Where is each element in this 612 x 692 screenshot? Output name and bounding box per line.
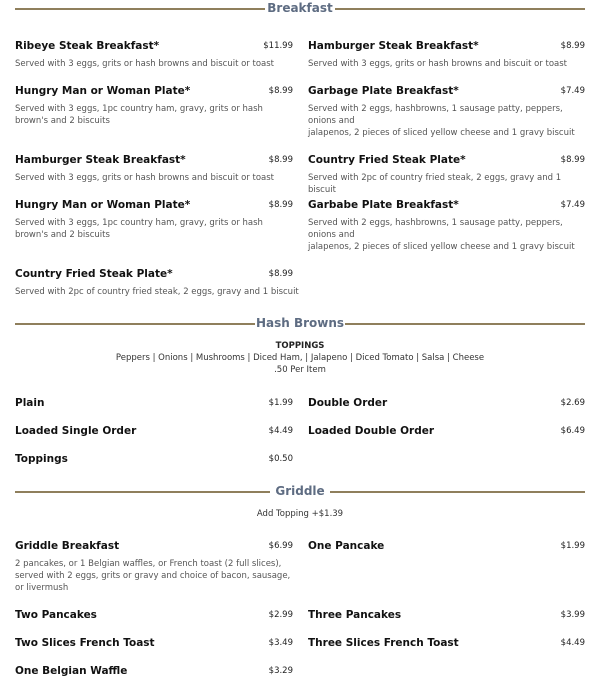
item-price: $1.99 <box>268 398 293 408</box>
toppings-list: Peppers | Onions | Mushrooms | Diced Ham, | Jalapeno | Diced Tomato | Salsa | Cheese <box>115 353 485 363</box>
item-price: $7.49 <box>560 200 585 210</box>
item-description: Served with 2 eggs, hashbrowns, 1 sausage patty, peppers, onions and <box>308 218 563 240</box>
item-name: Three Pancakes <box>308 609 402 621</box>
item-name: Loaded Double Order <box>308 425 435 437</box>
item-description: 2 pancakes, or 1 Belgian waffles, or French toast (2 full slices), served with 2 eggs, grits or gravy and choice of bacon, sausage, or livermush <box>15 559 291 593</box>
griddle-note: Add Topping +$1.39 <box>256 509 344 519</box>
item-description: Served with 2pc of country fried steak, 2 eggs, gravy and 1 biscuit <box>308 173 562 195</box>
item-name: Toppings <box>15 453 68 465</box>
item-name: Hungry Man or Woman Plate* <box>15 199 191 211</box>
item-price: $3.49 <box>268 638 293 648</box>
item-description: Served with 2 eggs, hashbrowns, 1 sausage patty, peppers, onions and <box>308 104 563 126</box>
item-name: Country Fried Steak Plate* <box>15 268 173 280</box>
item-price: $8.99 <box>560 155 585 165</box>
item-price: $3.99 <box>560 610 585 620</box>
item-name: Garbage Plate Breakfast* <box>308 85 459 97</box>
item-price: $4.49 <box>268 426 293 436</box>
item-name: Griddle Breakfast <box>15 540 120 552</box>
item-name: Two Slices French Toast <box>15 637 155 649</box>
item-price: $0.50 <box>268 454 293 464</box>
hash-browns-section-header <box>15 315 585 331</box>
item-price: $2.69 <box>560 398 585 408</box>
item-description: Served with 3 eggs, grits or hash browns and biscuit or toast <box>15 59 275 69</box>
item-description: Served with 3 eggs, 1pc country ham, gravy, grits or hash brown's and 2 biscuits <box>15 218 263 240</box>
item-price: $3.29 <box>268 666 293 676</box>
item-name: Loaded Single Order <box>15 425 137 437</box>
item-description: Served with 2pc of country fried steak, 2 eggs, gravy and 1 biscuit <box>15 287 299 297</box>
item-price: $11.99 <box>263 41 293 51</box>
item-price: $2.99 <box>268 610 293 620</box>
item-price: $4.49 <box>560 638 585 648</box>
item-name: Ribeye Steak Breakfast* <box>15 40 160 52</box>
griddle-section-header <box>15 483 585 499</box>
item-name: Three Slices French Toast <box>308 637 459 649</box>
breakfast-section-header <box>15 0 585 16</box>
item-price: $6.99 <box>268 541 293 551</box>
item-description-line2: jalapenos, 2 pieces of sliced yellow cheese and 1 gravy biscuit <box>308 128 575 138</box>
item-price: $7.49 <box>560 86 585 96</box>
item-price: $8.99 <box>268 269 293 279</box>
item-description-line2: jalapenos, 2 pieces of sliced yellow cheese and 1 gravy biscuit <box>308 242 575 252</box>
item-price: $1.99 <box>560 541 585 551</box>
item-name: One Belgian Waffle <box>15 665 128 677</box>
section-title: Griddle <box>275 484 325 498</box>
item-name: Double Order <box>308 397 388 409</box>
item-name: Country Fried Steak Plate* <box>308 154 466 166</box>
item-description: Served with 3 eggs, grits or hash browns and biscuit or toast <box>308 59 568 69</box>
item-description: Served with 3 eggs, 1pc country ham, gravy, grits or hash brown's and 2 biscuits <box>15 104 263 126</box>
toppings-heading: TOPPINGS <box>275 341 325 351</box>
item-name: Plain <box>15 397 45 409</box>
item-name: Two Pancakes <box>15 609 97 621</box>
item-price: $6.49 <box>560 426 585 436</box>
section-title: Hash Browns <box>255 316 345 330</box>
item-price: $8.99 <box>268 200 293 210</box>
toppings-price: .50 Per Item <box>274 365 326 375</box>
item-name: One Pancake <box>308 540 385 552</box>
item-price: $8.99 <box>268 155 293 165</box>
item-description: Served with 3 eggs, grits or hash browns and biscuit or toast <box>15 173 275 183</box>
item-name: Hamburger Steak Breakfast* <box>15 154 186 166</box>
item-name: Garbabe Plate Breakfast* <box>308 199 459 211</box>
item-price: $8.99 <box>268 86 293 96</box>
item-price: $8.99 <box>560 41 585 51</box>
item-name: Hamburger Steak Breakfast* <box>308 40 479 52</box>
item-name: Hungry Man or Woman Plate* <box>15 85 191 97</box>
section-title: Breakfast <box>267 1 333 15</box>
